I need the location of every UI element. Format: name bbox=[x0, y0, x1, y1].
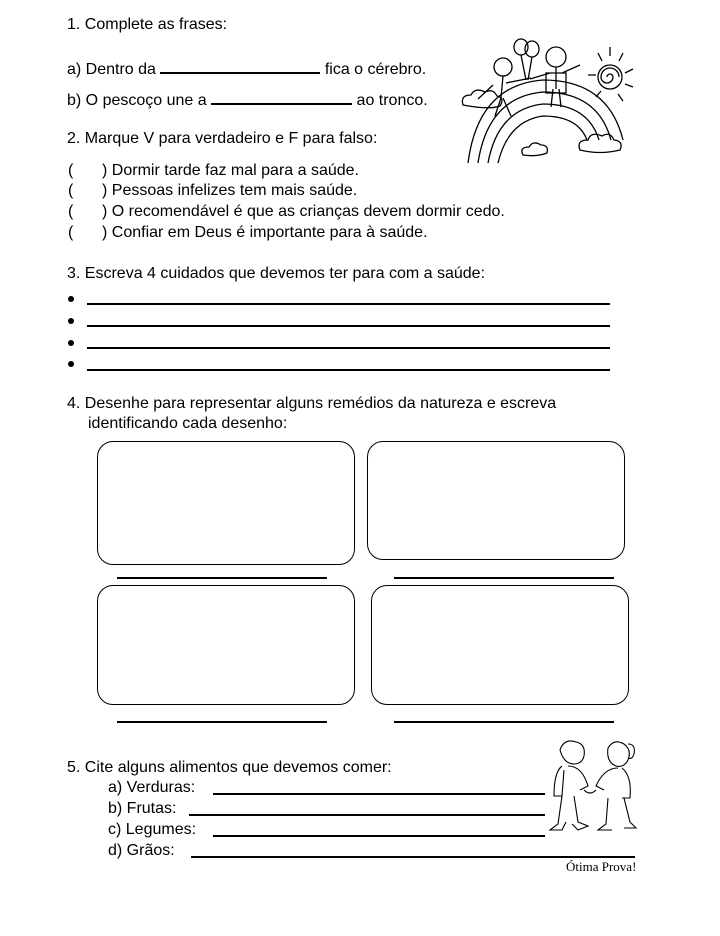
q1-item-a bbox=[67, 58, 426, 79]
q2-item-2-paren-close: ) bbox=[102, 182, 108, 199]
q5-item-c-line[interactable] bbox=[213, 835, 545, 837]
bullet-icon bbox=[68, 296, 74, 302]
q3-title: 3. Escreva 4 cuidados que devemos ter para com a saúde: bbox=[67, 265, 486, 282]
q5-item-a-label: a) Verduras: bbox=[108, 779, 196, 796]
q2-item-4-text: Confiar em Deus é importante para à saúde. bbox=[111, 224, 428, 241]
q1-title: 1. Complete as frases: bbox=[67, 16, 228, 33]
rainbow-kids-illustration-icon bbox=[458, 35, 648, 170]
drawing-box-1[interactable] bbox=[97, 441, 355, 565]
q2-item-3-paren-close: ) bbox=[102, 203, 108, 220]
closing-message: Ótima Prova! bbox=[566, 859, 637, 874]
q2-item-1-paren-close: ) bbox=[102, 162, 108, 179]
drawing-label-line-1[interactable] bbox=[117, 577, 327, 579]
drawing-label-line-2[interactable] bbox=[394, 577, 614, 579]
q2-item-2 bbox=[68, 182, 357, 200]
q1-item-a-before: a) Dentro da bbox=[67, 61, 161, 78]
q5-item-a-line[interactable] bbox=[213, 793, 545, 795]
q3-answer-line-1[interactable] bbox=[87, 303, 610, 305]
q1-item-b-before: b) O pescoço une a bbox=[67, 92, 212, 109]
q1-item-a-after: fica o cérebro. bbox=[320, 61, 427, 78]
q5-title: 5. Cite alguns alimentos que devemos comer: bbox=[67, 759, 392, 776]
q3-answer-line-4[interactable] bbox=[87, 369, 610, 371]
q1-item-a-blank[interactable] bbox=[160, 58, 320, 74]
q2-item-1 bbox=[68, 162, 359, 180]
bullet-icon bbox=[68, 318, 74, 324]
q1-item-b bbox=[67, 89, 428, 110]
q2-item-2-paren-open[interactable]: ( bbox=[68, 182, 74, 199]
q2-item-3-text: O recomendável é que as crianças devem dormir cedo. bbox=[111, 203, 505, 220]
q5-item-d-label: d) Grãos: bbox=[108, 842, 175, 859]
q3-answer-line-2[interactable] bbox=[87, 325, 610, 327]
q4-title-line2: identificando cada desenho: bbox=[88, 415, 288, 432]
q2-item-4 bbox=[68, 224, 428, 242]
q2-item-4-paren-close: ) bbox=[102, 224, 108, 241]
q1-item-b-blank[interactable] bbox=[211, 89, 352, 105]
drawing-box-4[interactable] bbox=[371, 585, 629, 705]
q2-item-1-paren-open[interactable]: ( bbox=[68, 162, 74, 179]
q2-item-1-text: Dormir tarde faz mal para a saúde. bbox=[111, 162, 359, 179]
drawing-box-2[interactable] bbox=[367, 441, 625, 560]
drawing-box-3[interactable] bbox=[97, 585, 355, 705]
q2-item-3-paren-open[interactable]: ( bbox=[68, 203, 74, 220]
q5-item-d-line[interactable] bbox=[191, 856, 635, 858]
q2-item-3 bbox=[68, 203, 505, 221]
q5-item-b-label: b) Frutas: bbox=[108, 800, 177, 817]
q5-item-c-label: c) Legumes: bbox=[108, 821, 197, 838]
q4-title-line1: 4. Desenhe para representar alguns remédios da natureza e escreva bbox=[67, 395, 557, 412]
q1-item-b-after: ao tronco. bbox=[352, 92, 428, 109]
drawing-label-line-4[interactable] bbox=[394, 721, 614, 723]
q5-item-b-line[interactable] bbox=[189, 814, 545, 816]
q3-answer-line-3[interactable] bbox=[87, 347, 610, 349]
drawing-label-line-3[interactable] bbox=[117, 721, 327, 723]
kids-holding-hands-illustration-icon bbox=[548, 736, 640, 836]
q2-item-4-paren-open[interactable]: ( bbox=[68, 224, 74, 241]
bullet-icon bbox=[68, 340, 74, 346]
q2-item-2-text: Pessoas infelizes tem mais saúde. bbox=[111, 182, 358, 199]
bullet-icon bbox=[68, 361, 74, 367]
q2-title: 2. Marque V para verdadeiro e F para falso: bbox=[67, 130, 378, 147]
